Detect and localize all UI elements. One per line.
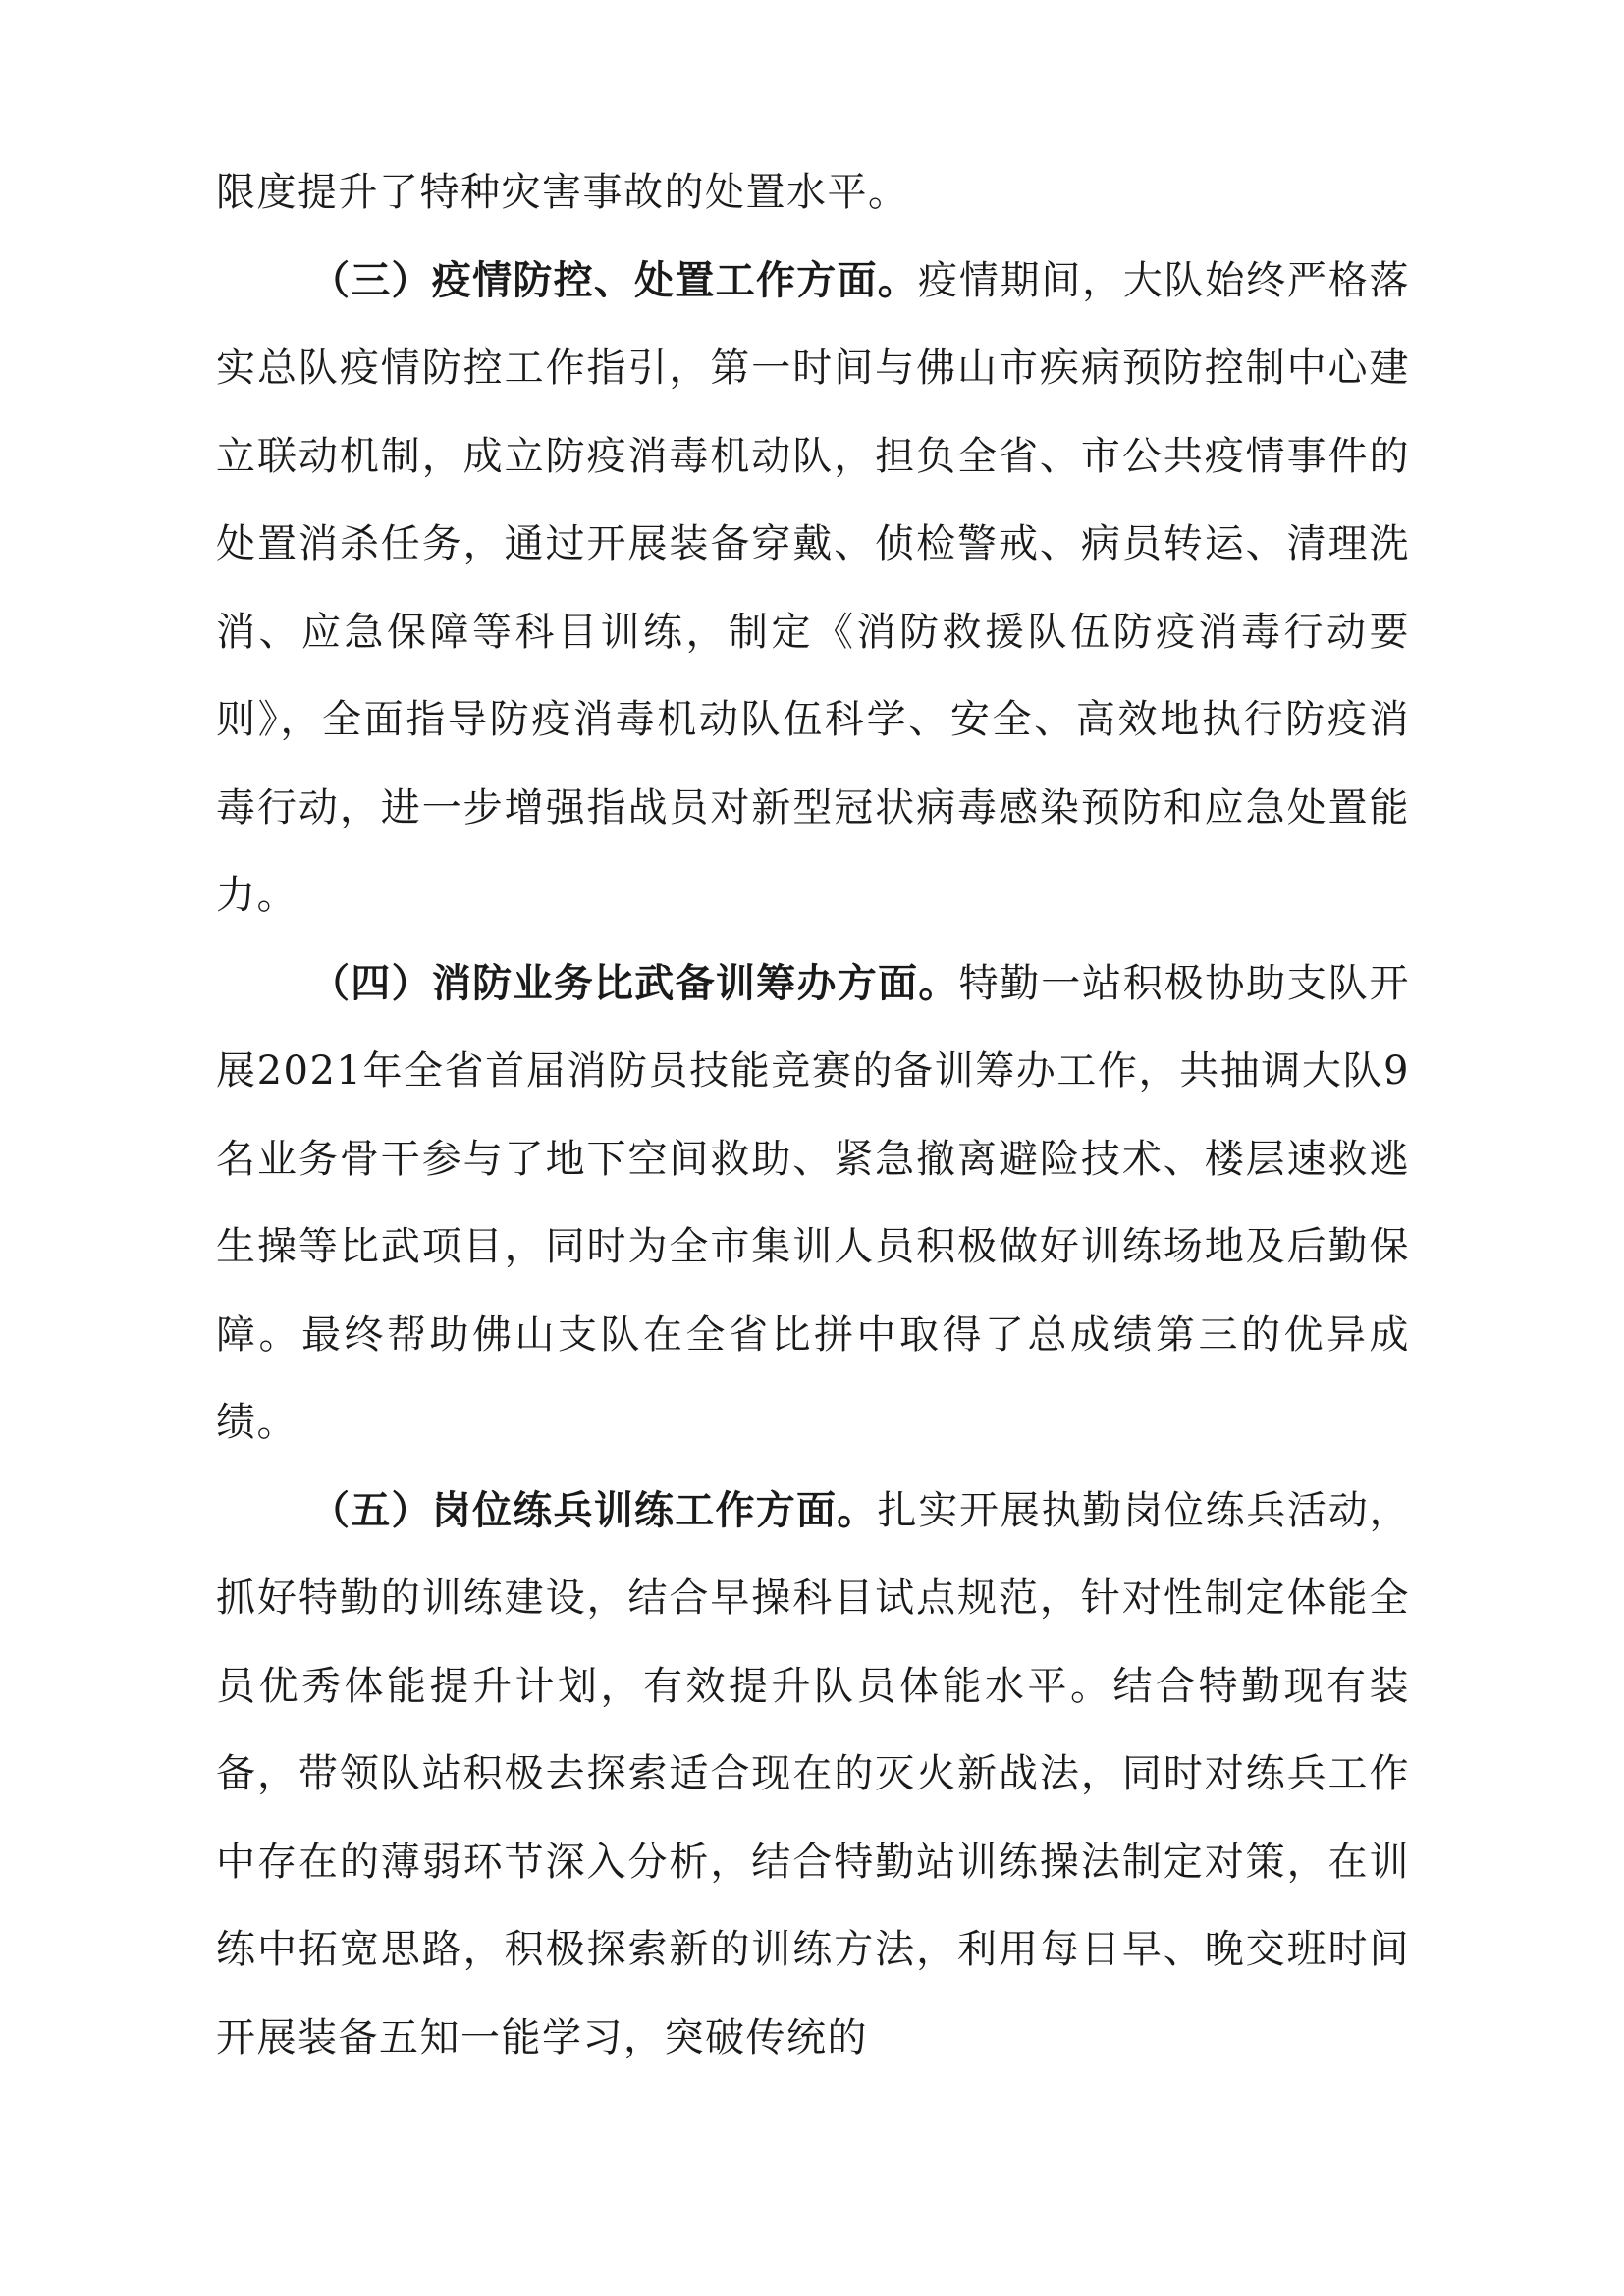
paragraph-continuation — [216, 149, 1410, 238]
paragraph-competition-preparation — [216, 940, 1410, 1468]
paragraph-body: 扎实开展执勤岗位练兵活动，抓好特勤的训练建设，结合早操科目试点规范，针对性制定体能全员优秀体能提升计划，有效提升队员体能水平。结合特勤现有装备，带领队站积极去探索适合现在的灭火新战法，同时对练兵工作中存在的薄弱环节深入分析，结合特勤站训练操法制定对策，在训练中拓宽思路，积极探索新的训练方法，利用每日早、晚交班时间开展装备五知一能学习，突破传统的 — [216, 1487, 1410, 2060]
paragraph-body: 特勤一站积极协助支队开展2021年全省首届消防员技能竞赛的备训筹办工作，共抽调大队9名业务骨干参与了地下空间救助、紧急撤离避险技术、楼层速救逃生操等比武项目，同时为全市集训人员积极做好训练场地及后勤保障。最终帮助佛山支队在全省比拼中取得了总成绩第三的优异成绩。 — [216, 960, 1411, 1445]
paragraph-body: 疫情期间，大队始终严格落实总队疫情防控工作指引，第一时间与佛山市疾病预防控制中心建立联动机制，成立防疫消毒机动队，担负全省、市公共疫情事件的处置消杀任务，通过开展装备穿戴、侦检警戒、病员转运、清理洗消、应急保障等科目训练，制定《消防救援队伍防疫消毒行动要则》，全面指导防疫消毒机动队伍科学、安全、高效地执行防疫消毒行动，进一步增强指战员对新型冠状病毒感染预防和应急处置能力。 — [216, 257, 1411, 918]
paragraph-body: 限度提升了特种灾害事故的处置水平。 — [216, 170, 909, 215]
section-heading: （五）岗位练兵训练工作方面。 — [310, 1487, 878, 1533]
paragraph-epidemic-control — [216, 238, 1410, 940]
paragraph-post-training — [216, 1468, 1410, 2083]
section-heading: （三）疫情防控、处置工作方面。 — [310, 257, 919, 303]
section-heading: （四）消防业务比武备训筹办方面。 — [310, 960, 959, 1006]
